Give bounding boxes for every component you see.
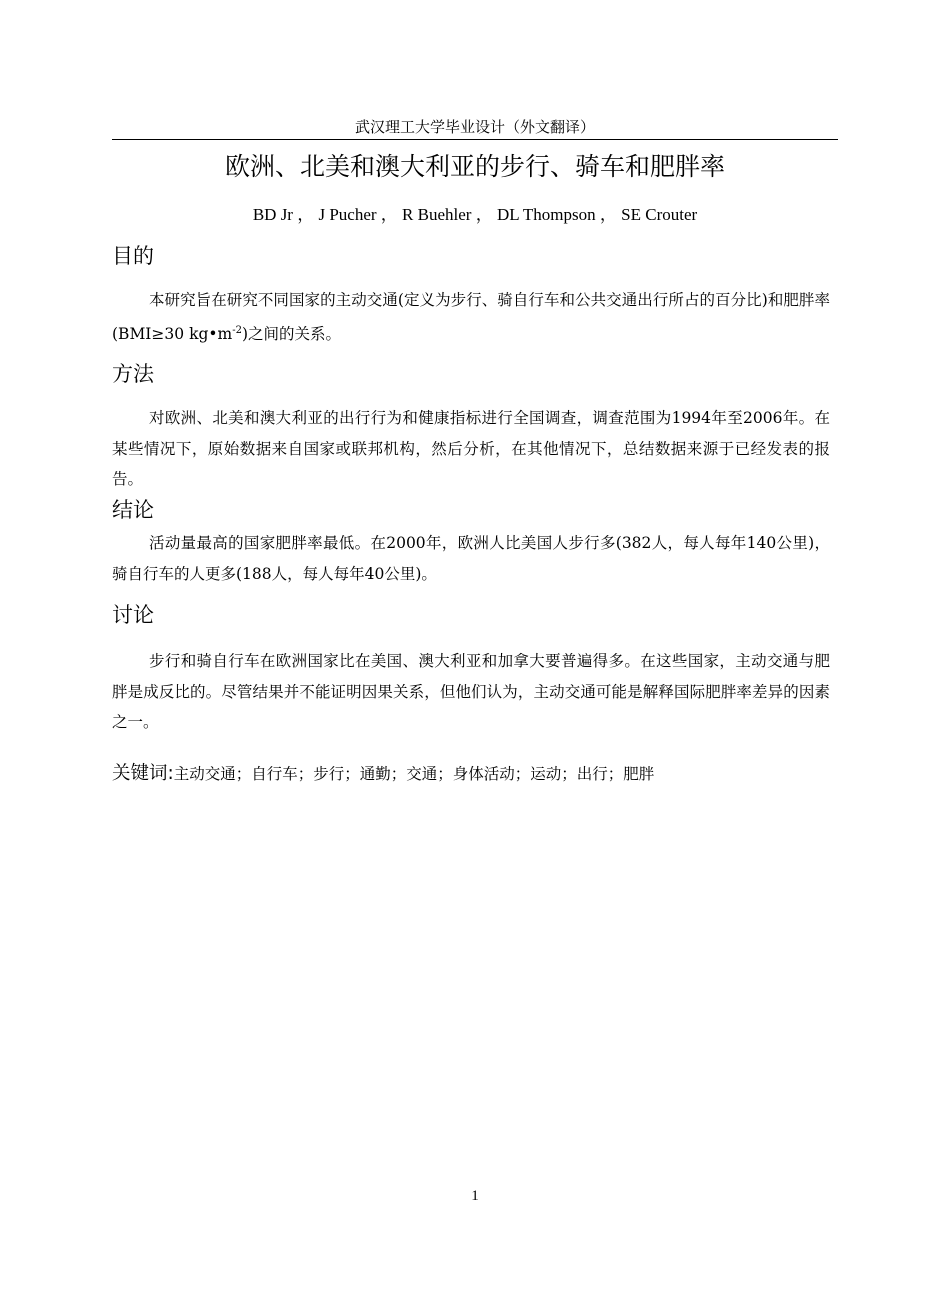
purpose-text: 本研究旨在研究不同国家的主动交通(定义为步行、骑自行车和公共交通出行所占的百分比)和肥胖率(BMI≥30 kg•m <box>112 291 830 343</box>
keywords <box>112 760 830 788</box>
section-heading-methods: 方法 <box>112 362 154 386</box>
purpose-text-tail: )之间的关系。 <box>241 324 342 343</box>
paper-title: 欧洲、北美和澳大利亚的步行、骑车和肥胖率 <box>224 152 725 181</box>
header-rule <box>112 139 838 140</box>
section-heading-discussion: 讨论 <box>112 603 154 627</box>
purpose-superscript: -2 <box>232 324 242 336</box>
section-body-methods: 对欧洲、北美和澳大利亚的出行行为和健康指标进行全国调查，调查范围为1994年至2006年。在某些情况下，原始数据来自国家或联邦机构，然后分析，在其他情况下，总结数据来源于已经发表的报告。 <box>112 409 830 488</box>
page-number: 1 <box>471 1188 479 1204</box>
section-heading-purpose: 目的 <box>112 244 154 268</box>
section-body-discussion: 步行和骑自行车在欧洲国家比在美国、澳大利亚和加拿大要普遍得多。在这些国家，主动交通与肥胖是成反比的。尽管结果并不能证明因果关系，但他们认为，主动交通可能是解释国际肥胖率差异的因素之一。 <box>112 652 830 731</box>
keywords-text: 主动交通；自行车；步行；通勤；交通；身体活动；运动；出行；肥胖 <box>173 765 655 783</box>
keywords-label: 关键词: <box>112 763 174 784</box>
running-header: 武汉理工大学毕业设计（外文翻译） <box>354 118 595 136</box>
section-body-purpose <box>112 285 830 349</box>
section-body-results: 活动量最高的国家肥胖率最低。在2000年，欧洲人比美国人步行多(382人，每人每年140公里)，骑自行车的人更多(188人，每人每年40公里)。 <box>112 534 830 583</box>
author-list: BD Jr ， J Pucher ， R Buehler ， DL Thompson ， SE Crouter <box>252 205 698 224</box>
section-heading-results: 结论 <box>112 498 154 522</box>
